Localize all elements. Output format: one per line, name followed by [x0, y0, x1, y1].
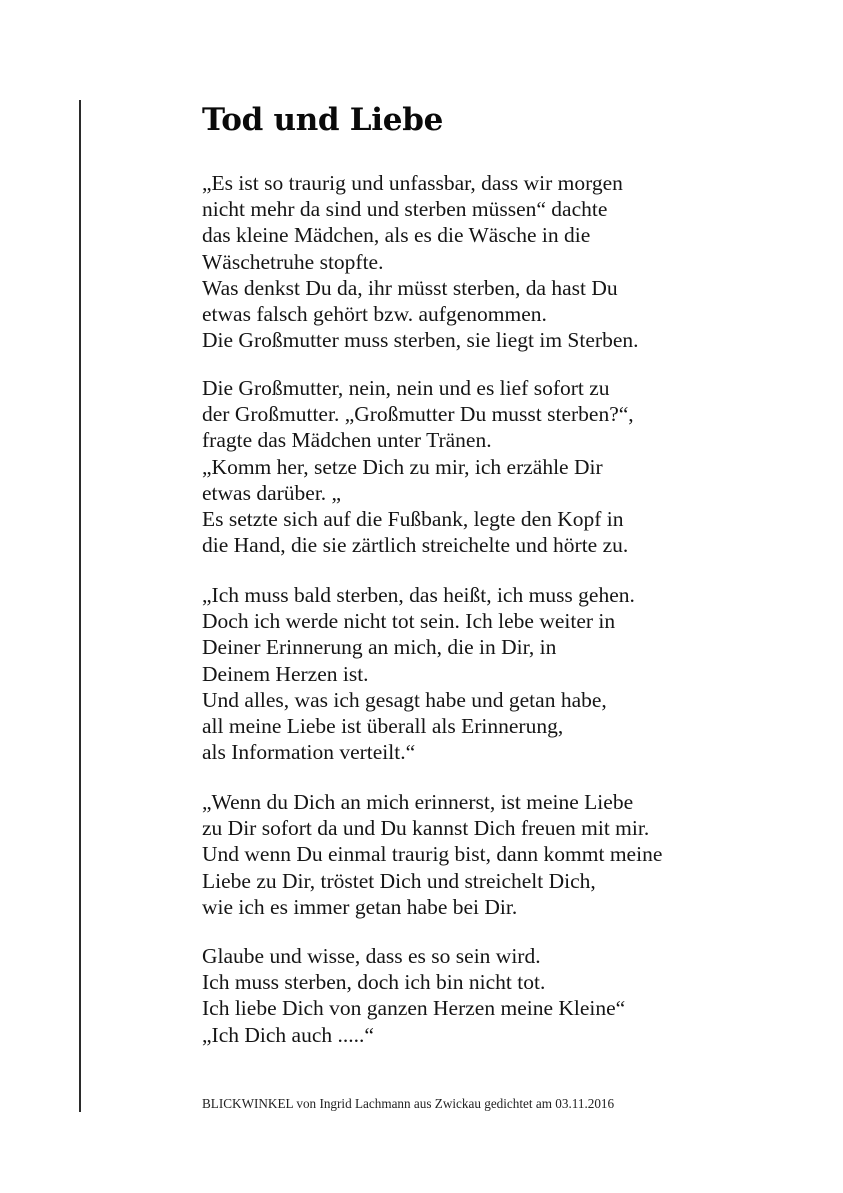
poem-line: Wäschetruhe stopfte.	[202, 249, 384, 274]
poem-line: Was denkst Du da, ihr müsst sterben, da hast Du	[202, 275, 618, 300]
poem-line: der Großmutter. „Großmutter Du musst sterben?“,	[202, 402, 634, 427]
poem-line: all meine Liebe ist überall als Erinnerung,	[202, 714, 564, 739]
stanza-4	[202, 789, 662, 920]
poem-line: Liebe zu Dir, tröstet Dich und streichelt Dich,	[202, 868, 596, 893]
poem-line: das kleine Mädchen, als es die Wäsche in die	[202, 223, 591, 248]
poem-line: „Komm her, setze Dich zu mir, ich erzähle Dir	[202, 454, 603, 479]
poem-line: Und alles, was ich gesagt habe und getan habe,	[202, 687, 607, 712]
poem-title: Tod und Liebe	[202, 102, 443, 138]
stanza-1	[202, 170, 639, 353]
poem-line: „Ich Dich auch .....“	[202, 1022, 374, 1047]
poem-line: „Es ist so traurig und unfassbar, dass wir morgen	[202, 171, 623, 195]
poem-line: fragte das Mädchen unter Tränen.	[202, 428, 492, 453]
poem-line: Die Großmutter, nein, nein und es lief sofort zu	[202, 376, 610, 400]
footer-attribution: BLICKWINKEL von Ingrid Lachmann aus Zwickau gedichtet am 03.11.2016	[202, 1096, 615, 1111]
stanza-3	[202, 582, 635, 765]
poem-line: Doch ich werde nicht tot sein. Ich lebe weiter in	[202, 609, 616, 634]
poem-line: etwas falsch gehört bzw. aufgenommen.	[202, 302, 547, 327]
poem-line: etwas darüber. „	[202, 480, 342, 505]
poem-line: „Ich muss bald sterben, das heißt, ich muss gehen.	[202, 583, 635, 607]
poem-line: als Information verteilt.“	[202, 740, 416, 765]
poem-line: „Wenn du Dich an mich erinnerst, ist meine Liebe	[202, 790, 634, 814]
poem-line: Es setzte sich auf die Fußbank, legte den Kopf in	[202, 507, 624, 532]
stanza-2	[202, 375, 634, 558]
poem-line: wie ich es immer getan habe bei Dir.	[202, 894, 518, 919]
poem-line: die Hand, die sie zärtlich streichelte und hörte zu.	[202, 533, 629, 558]
poem-line: Deinem Herzen ist.	[202, 661, 369, 686]
poem-line: Deiner Erinnerung an mich, die in Dir, in	[202, 635, 557, 660]
poem-line: Die Großmutter muss sterben, sie liegt im Sterben.	[202, 328, 639, 353]
poem-line: Und wenn Du einmal traurig bist, dann kommt meine	[202, 842, 663, 867]
poem-line: nicht mehr da sind und sterben müssen“ dachte	[202, 197, 608, 222]
stanza-5	[202, 943, 625, 1048]
poem-line: Glaube und wisse, dass es so sein wird.	[202, 944, 541, 968]
poem-line: Ich muss sterben, doch ich bin nicht tot.	[202, 970, 546, 995]
poem-line: Ich liebe Dich von ganzen Herzen meine Kleine“	[202, 996, 626, 1021]
poem-line: zu Dir sofort da und Du kannst Dich freuen mit mir.	[202, 816, 650, 841]
margin-rule	[79, 100, 81, 1112]
